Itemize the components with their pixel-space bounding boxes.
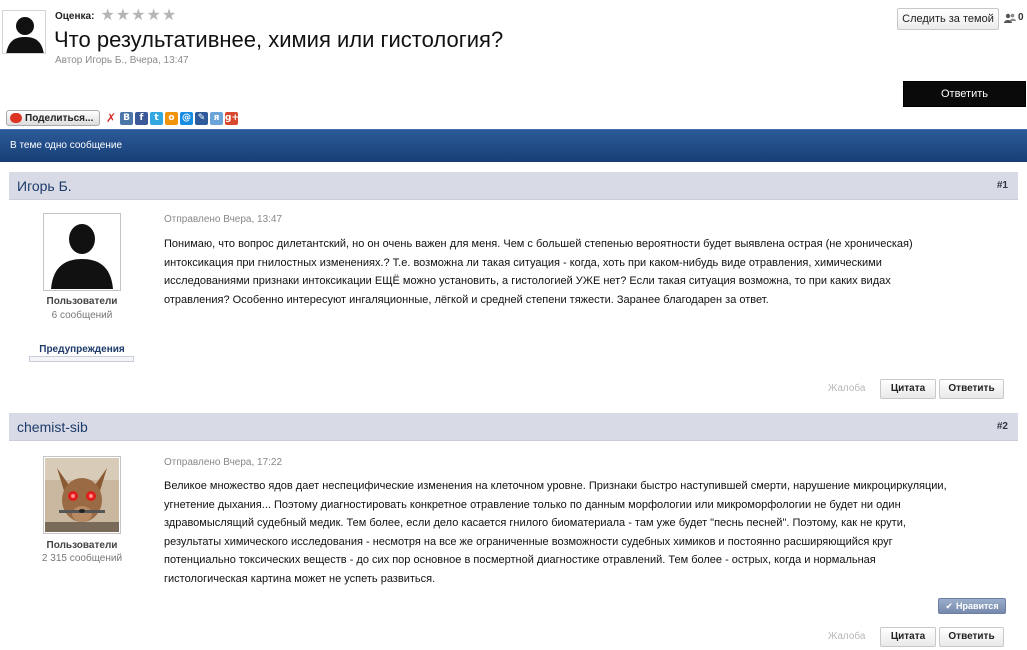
- post-line: Понимаю, что вопрос дилетантский, но он очень важен для меня. Чем с большей степенью вероятности будет выявлена острая (не хроническая): [164, 238, 913, 250]
- post-line: интоксикация при гнилостных изменениях.? Т.е. возможна ли такая ситуация - когда, хоть при каком-нибудь виде отравления, химическими: [164, 256, 882, 269]
- post-line: Великое множество ядов дает неспецифические изменения на клеточном уровне. Признаки быстро наступившей смерти, нарушение микроциркуляции,: [164, 480, 947, 492]
- like-label: Нравится: [955, 601, 999, 611]
- followers-count: 0: [1018, 12, 1024, 23]
- quote-button[interactable]: Цитата: [880, 627, 936, 647]
- post-count: 2 315 сообщений: [41, 553, 123, 564]
- post-content: [164, 477, 1009, 589]
- rating-label: Оценка:: [55, 10, 95, 22]
- post-number-link[interactable]: #1: [996, 180, 1008, 191]
- post-count: 6 сообщений: [51, 310, 113, 321]
- odnoklassniki-icon[interactable]: о: [165, 112, 178, 125]
- topic-author-avatar[interactable]: [2, 10, 46, 54]
- default-avatar-icon: [45, 215, 119, 289]
- post-author-link[interactable]: chemist-sib: [17, 419, 88, 435]
- post-body: [9, 201, 1018, 411]
- livejournal-icon[interactable]: ✎: [195, 112, 208, 125]
- member-group: Пользователи: [46, 540, 118, 551]
- star-icon[interactable]: ★: [161, 7, 177, 24]
- star-icon[interactable]: ★: [115, 7, 131, 24]
- like-button[interactable]: [938, 598, 1006, 614]
- star-icon[interactable]: ★: [100, 7, 115, 24]
- post-header: [9, 413, 1018, 441]
- post-line: отравления? Особенно интересуют ингаляционные, лёгкой и средней степени тяжести. Заранее благодарен за ответ.: [164, 293, 769, 306]
- star-icon[interactable]: ★: [131, 7, 146, 24]
- followers-counter[interactable]: [1004, 12, 1024, 23]
- share-label: Поделиться...: [25, 112, 94, 124]
- topic-summary-bar: В теме одно сообщение: [0, 129, 1027, 162]
- post-line: угнетение дыхания... Поэтому диагностировать конкретное отравление только по данным морфологии или микроморфологии не будет ни один: [164, 498, 901, 511]
- reply-topic-button[interactable]: Ответить: [903, 81, 1026, 107]
- post-line: результаты химического исследования - несмотря на все же ограниченные возможности судебных химиков и постоянно расширяющийся круг: [164, 535, 893, 548]
- rating-stars[interactable]: [100, 9, 177, 23]
- mailru-icon[interactable]: @: [182, 112, 191, 123]
- dog-photo-avatar-icon: [45, 458, 119, 532]
- post-body: [9, 442, 1018, 650]
- post-author-link[interactable]: Игорь Б.: [17, 178, 72, 194]
- share-bar: [6, 110, 240, 126]
- post-header: [9, 172, 1018, 200]
- star-icon[interactable]: ★: [146, 7, 161, 24]
- share-button[interactable]: [6, 110, 100, 126]
- post-line: здравомыслящий судебный медик. Тем более, если дело касается гнилого биоматериала - там уже будет "песнь песней". Поэтому, как не крути,: [164, 517, 906, 530]
- post-content: [164, 235, 1009, 309]
- social-links: [120, 112, 240, 125]
- googleplus-icon[interactable]: g+: [225, 112, 239, 123]
- post-author-avatar[interactable]: [43, 213, 121, 291]
- report-link[interactable]: Жалоба: [828, 383, 866, 394]
- follow-topic-button[interactable]: Следить за темой: [897, 8, 999, 30]
- post-date: Отправлено Вчера, 17:22: [164, 457, 283, 468]
- report-link[interactable]: Жалоба: [828, 631, 866, 642]
- warnings-level-bar: [29, 356, 134, 362]
- bookmark-person-icon[interactable]: ✗: [106, 110, 117, 125]
- topic-rating: [55, 9, 177, 23]
- quote-button[interactable]: Цитата: [880, 379, 936, 399]
- post-author-avatar[interactable]: [43, 456, 121, 534]
- member-group: Пользователи: [46, 296, 118, 307]
- check-icon: ✔: [945, 600, 953, 611]
- yaru-icon[interactable]: я: [210, 112, 223, 125]
- facebook-icon[interactable]: f: [135, 112, 148, 125]
- reply-button[interactable]: Ответить: [939, 627, 1004, 647]
- post-date: Отправлено Вчера, 13:47: [164, 214, 283, 225]
- post-line: потенциально токсических веществ - до сих пор основное в посмертной диагностике отравлений. Тем более - острых, когда и нормальная: [164, 554, 876, 567]
- post-line: гистологическая картина может не успеть развиться.: [164, 572, 436, 585]
- post-line: исследованиями признаки интоксикации ЕЩЁ можно установить, а гистологией УЖЕ нет? Если такая ситуация возможна, то при каких видах: [164, 275, 891, 288]
- vkontakte-icon[interactable]: В: [120, 112, 133, 125]
- share-icon: [10, 113, 22, 123]
- default-avatar-icon: [3, 11, 46, 54]
- post-number-link[interactable]: #2: [996, 421, 1008, 432]
- topic-title: Что результативнее, химия или гистология?: [54, 27, 504, 52]
- warnings-link[interactable]: Предупреждения: [39, 344, 125, 355]
- twitter-icon[interactable]: t: [150, 112, 163, 125]
- reply-button[interactable]: Ответить: [939, 379, 1004, 399]
- users-icon: [1004, 13, 1016, 23]
- topic-meta: Автор Игорь Б., Вчера, 13:47: [55, 55, 189, 66]
